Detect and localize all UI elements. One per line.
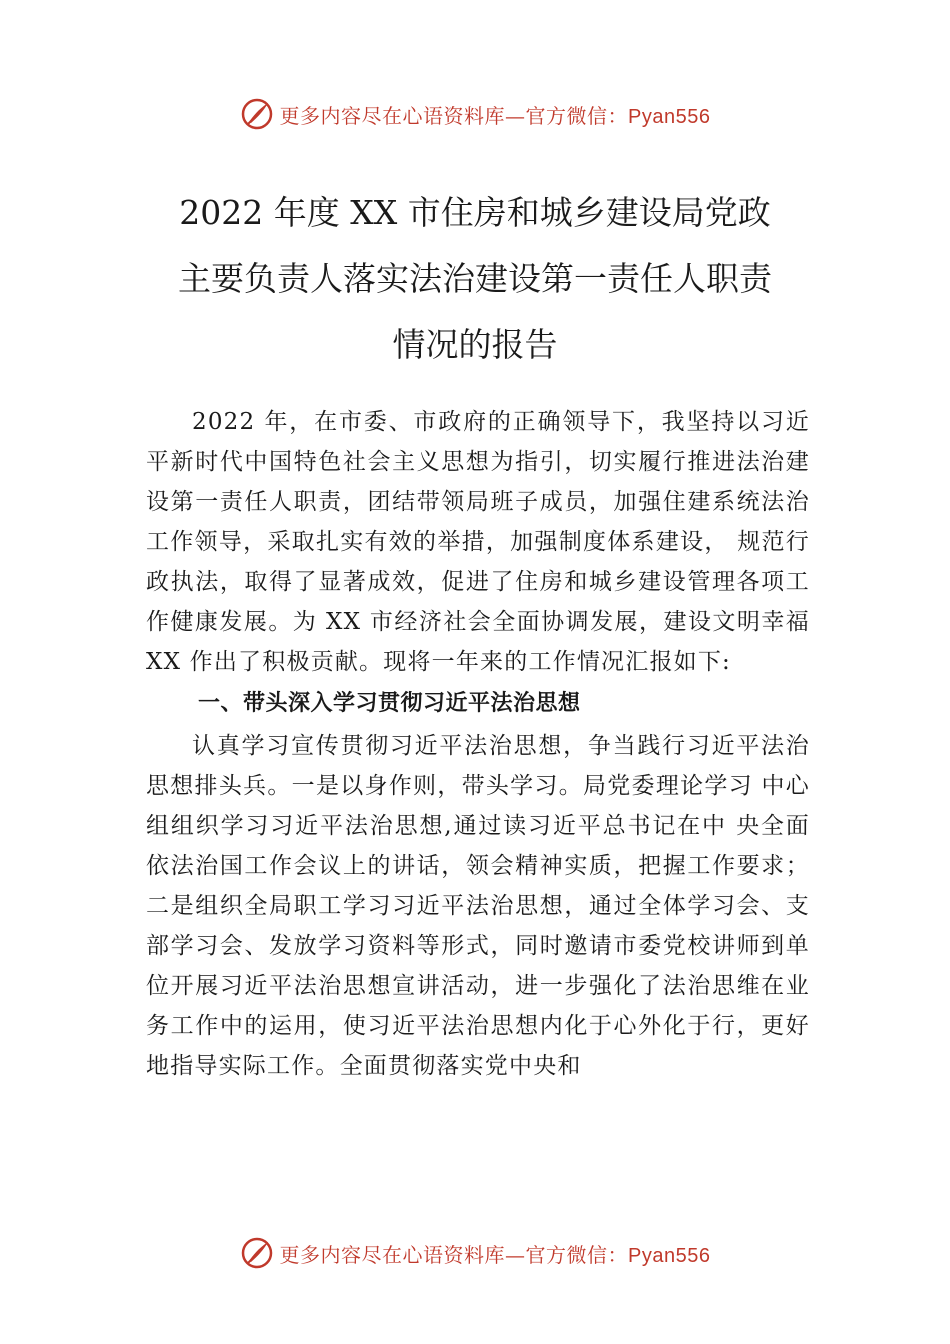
- banner-text: 更多内容尽在心语资料库—官方微信：Pyan556: [279, 1242, 711, 1267]
- footer-banner: [0, 1233, 950, 1273]
- quill-seal-icon: [240, 97, 274, 131]
- document-body: [146, 402, 810, 1086]
- title-line-1: 2022 年度 XX 市住房和城乡建设局党政: [179, 193, 771, 232]
- wechat-id: Pyan556: [628, 1244, 711, 1267]
- section-1-paragraph: 认真学习宣传贯彻习近平法治思想，争当践行习近平法治思想排头兵。一是以身作则，带头学习。局党委理论学习 中心组组织学习习近平法治思想,通过读习近平总书记在中 央全面依法治国工作会议上的讲话，领会精神实质，把握工作要求；二是组织全局职工学习习近平法治思想，通过全体学习会、支部学习会、发放学习资料等形式，同时邀请市委党校讲师到单位开展习近平法治思想宣讲活动，进一步强化了法治思维在业务工作中的运用，使习近平法治思想内化于心外化于行，更好地指导实际工作。全面贯彻落实党中央和: [146, 733, 810, 1079]
- quill-seal-icon: [240, 1236, 274, 1270]
- section-heading-1: 一、带头深入学习贯彻习近平法治思想: [198, 691, 581, 716]
- intro-paragraph: 2022 年，在市委、市政府的正确领导下，我坚持以习近平新时代中国特色社会主义思想为指引，切实履行推进法治建设第一责任人职责，团结带领局班子成员，加强住建系统法治工作领导，采取扎实有效的举措，加强制度体系建设， 规范行政执法，取得了显著成效，促进了住房和城乡建设管理各项工作健康发展。为 XX 市经济社会全面协调发展，建设文明幸福 XX 作出了积极贡献。现将一年来的工作情况汇报如下:: [146, 409, 810, 675]
- header-banner: [0, 94, 950, 134]
- wechat-id: Pyan556: [628, 105, 711, 128]
- document-title: [120, 180, 830, 378]
- banner-text: 更多内容尽在心语资料库—官方微信：Pyan556: [279, 103, 711, 128]
- title-line-2: 主要负责人落实法治建设第一责任人职责: [178, 259, 772, 298]
- title-line-3: 情况的报告: [392, 325, 558, 364]
